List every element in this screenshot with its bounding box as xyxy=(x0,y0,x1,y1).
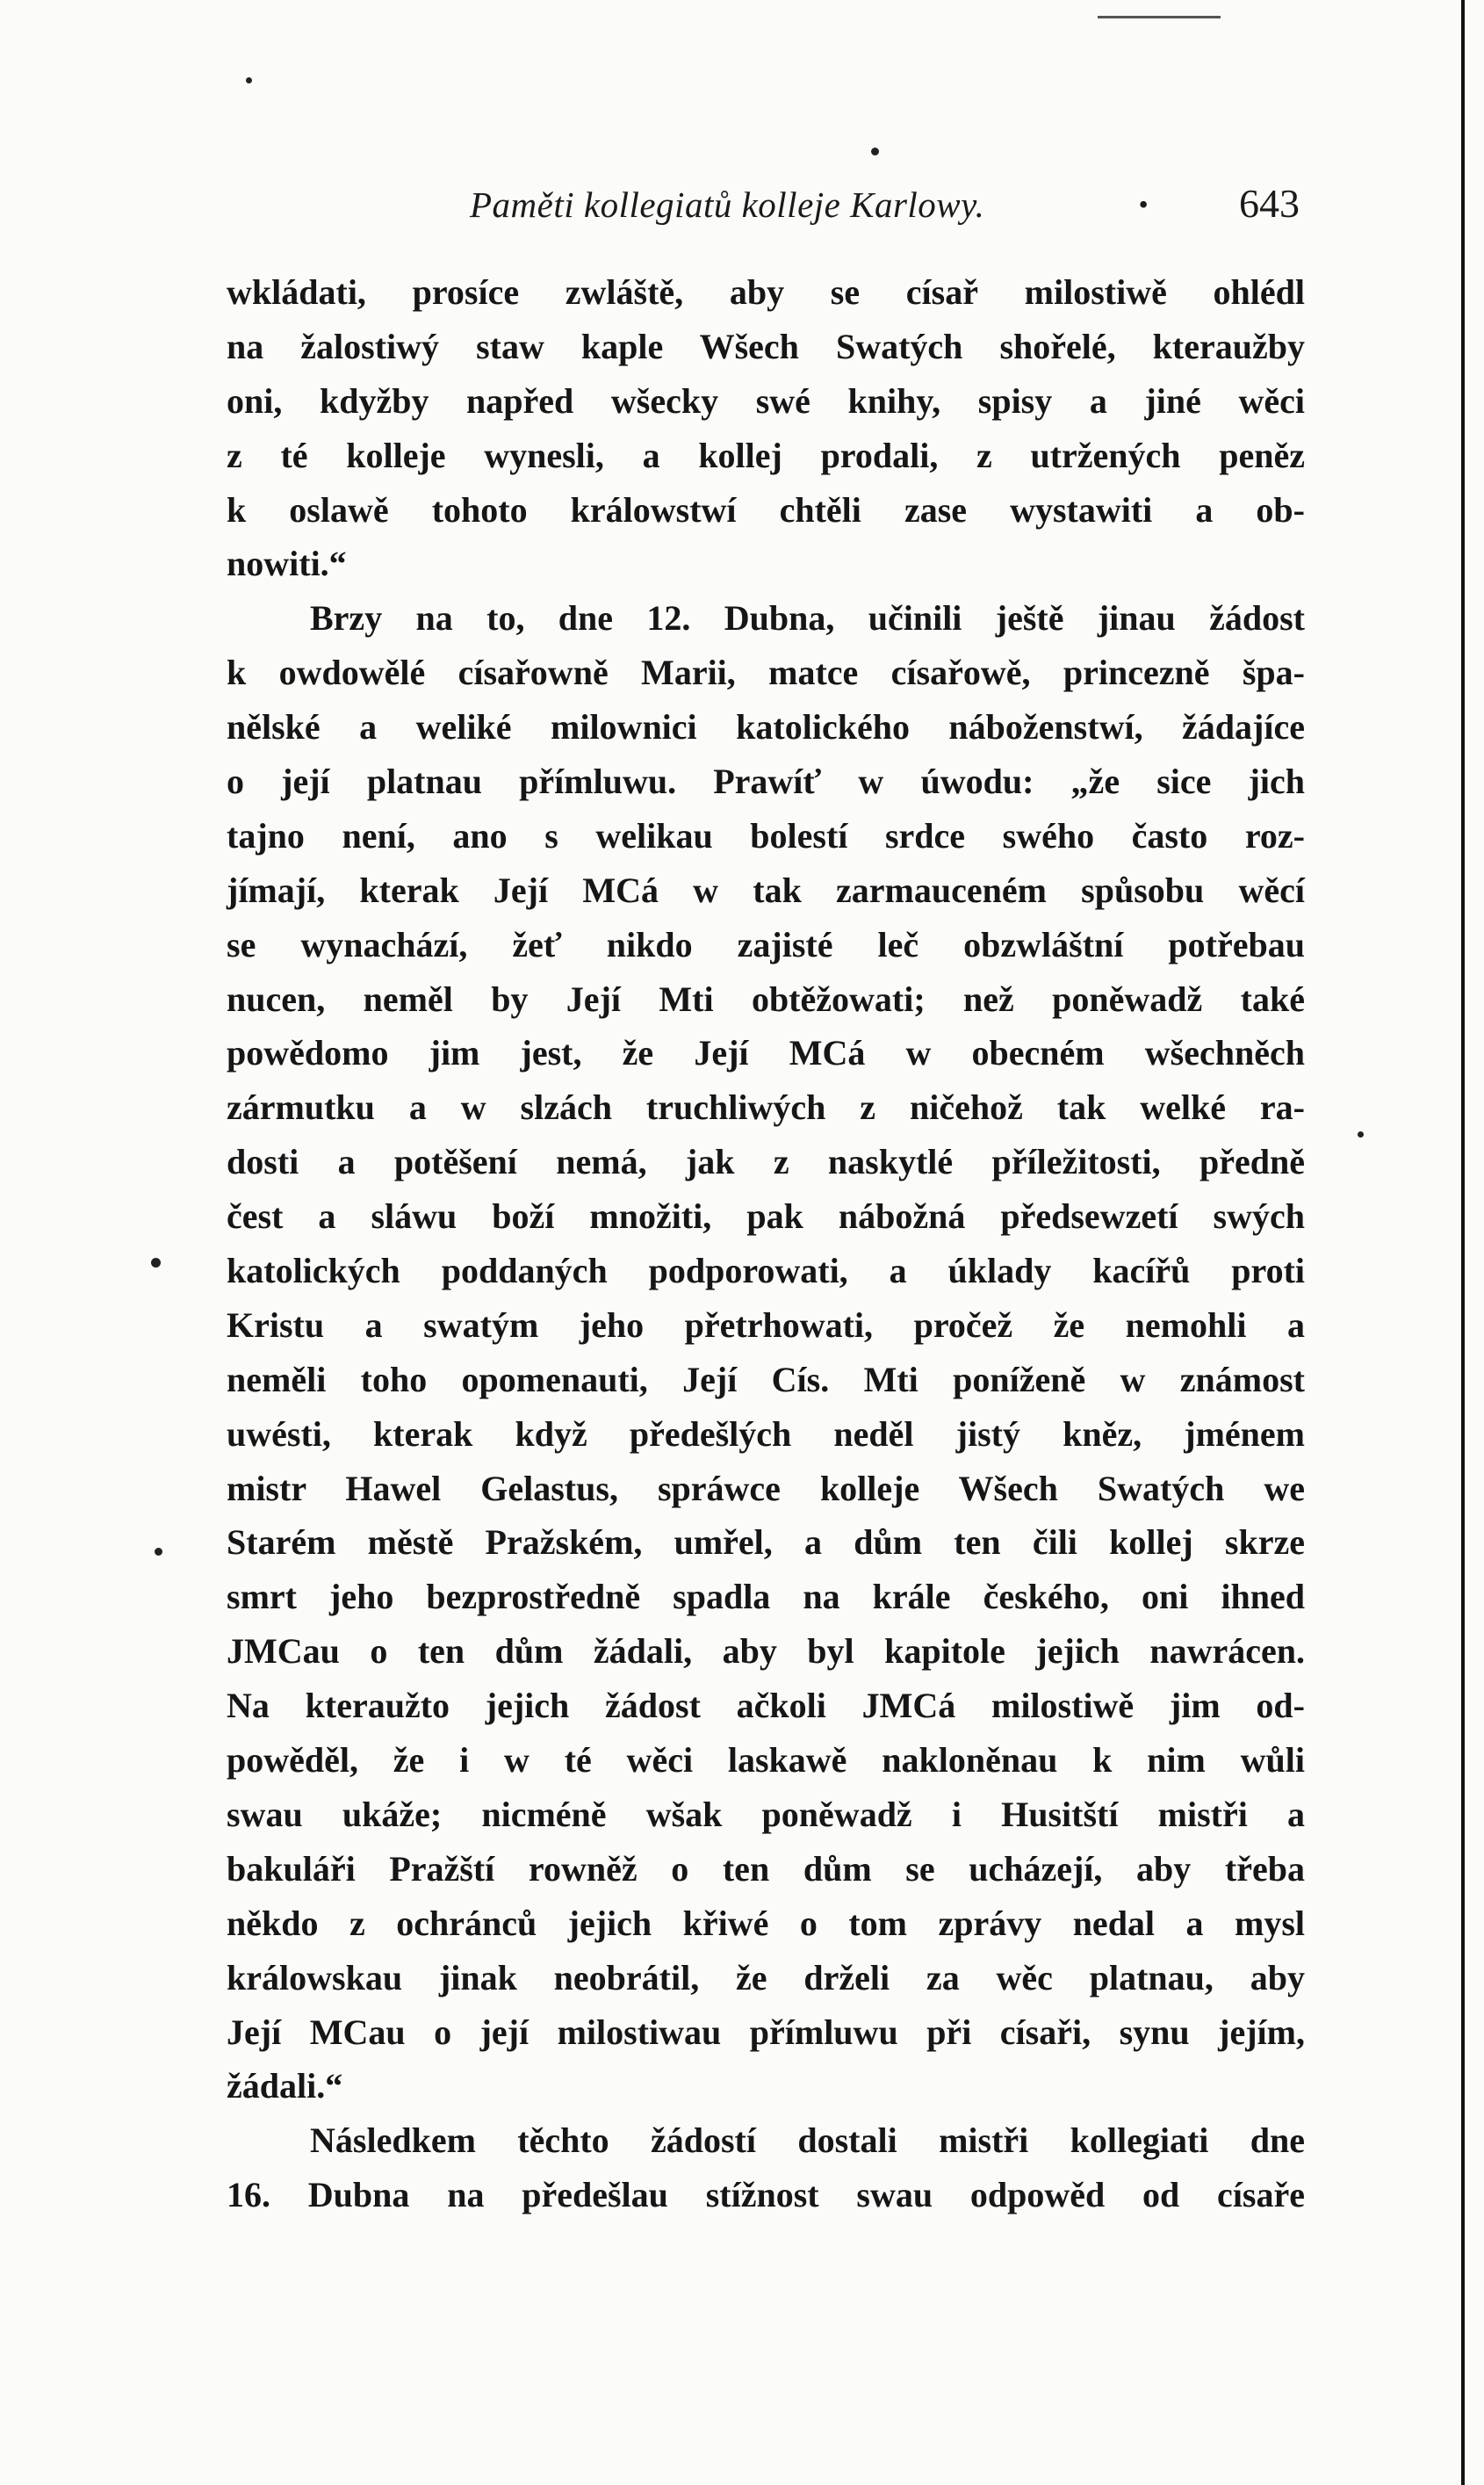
text-line: Kristu a swatým jeho přetrhowati, pročež že nemohli a xyxy=(227,1304,1305,1345)
text-line: katolických poddaných podporowati, a úklady kacířů proti xyxy=(227,1251,1305,1291)
page-edge-shadow xyxy=(1461,0,1465,2485)
speck xyxy=(246,77,252,83)
header-separator: · xyxy=(1137,184,1150,226)
page-edge-mark xyxy=(1098,16,1221,18)
text-line: zármutku a w slzách truchliwých z ničehož tak welké ra- xyxy=(227,1087,1305,1128)
speck xyxy=(155,1548,162,1556)
text-line: powěděl, že i w té wěci laskawě nakloněnau k nim wůli xyxy=(227,1740,1305,1781)
text-line: k owdowělé císařowně Marii, matce císařowě, princezně špa- xyxy=(227,653,1305,693)
text-line: na žalostiwý staw kaple Wšech Swatých shořelé, kteraužby xyxy=(227,326,1305,366)
text-line: JMCau o ten dům žádali, aby byl kapitole jejich nawrácen. xyxy=(227,1631,1305,1672)
speck xyxy=(151,1258,161,1268)
text-line: k oslawě tohoto králowstwí chtěli zase wystawiti a ob- xyxy=(227,489,1305,530)
text-line: dosti a potěšení nemá, jak z naskytlé příležitosti, předně xyxy=(227,1142,1305,1182)
text-line: Starém městě Pražském, umřel, a dům ten čili kollej skrze xyxy=(227,1522,1305,1563)
text-line: wkládati, prosíce zwláště, aby se císař milostiwě ohlédl xyxy=(227,272,1305,312)
text-line: o její platnau přímluwu. Prawíť w úwodu: „že sice jich xyxy=(227,762,1305,802)
text-line: čest a sláwu boží množiti, pak nábožná předsewzetí swých xyxy=(227,1196,1305,1237)
page-number: 643 xyxy=(1239,181,1300,226)
text-line: Její MCau o její milostiwau přímluwu při císaři, synu jejím, xyxy=(227,2012,1305,2052)
text-line: neměli toho opomenauti, Její Cís. Mti poníženě w známost xyxy=(227,1359,1305,1399)
text-line: Následkem těchto žádostí dostali mistři kollegiati dne xyxy=(310,2120,1305,2161)
speck xyxy=(871,148,879,155)
text-line: mistr Hawel Gelastus, spráwce kolleje Wšech Swatých we xyxy=(227,1468,1305,1508)
text-line: někdo z ochránců jejich křiwé o tom zprávy nedal a mysl xyxy=(227,1903,1305,1943)
text-line: žádali.“ xyxy=(227,2066,343,2106)
text-line: smrt jeho bezprostředně spadla na krále českého, oni ihned xyxy=(227,1577,1305,1617)
text-line: oni, kdyžby napřed wšecky swé knihy, spisy a jiné wěci xyxy=(227,380,1305,421)
text-line: tajno není, ano s welikau bolestí srdce swého často roz- xyxy=(227,815,1305,856)
text-line: jímají, kterak Její MCá w tak zarmauceném spůsobu wěcí xyxy=(227,870,1305,910)
text-line: uwésti, kterak když předešlých neděl jistý kněz, jménem xyxy=(227,1413,1305,1454)
text-line: powědomo jim jest, že Její MCá w obecném wšechněch xyxy=(227,1033,1305,1073)
speck xyxy=(1358,1131,1364,1138)
text-line: swau ukáže; nicméně wšak poněwadž i Husitští mistři a xyxy=(227,1794,1305,1834)
text-line: nowiti.“ xyxy=(227,544,347,584)
text-line: Brzy na to, dne 12. Dubna, učinili ještě jinau žádost xyxy=(310,598,1305,639)
running-title: Paměti kollegiatů kolleje Karlowy. xyxy=(470,184,985,225)
text-line: se wynachází, žeť nikdo zajisté leč obzwláštní potřebau xyxy=(227,924,1305,964)
text-line: nucen, neměl by Její Mti obtěžowati; než poněwadž také xyxy=(227,979,1305,1019)
text-line: bakuláři Pražští rowněž o ten dům se ucházejí, aby třeba xyxy=(227,1848,1305,1889)
text-line: Na kteraužto jejich žádost ačkoli JMCá milostiwě jim od- xyxy=(227,1686,1305,1726)
text-line: z té kolleje wynesli, a kollej prodali, z utržených peněz xyxy=(227,435,1305,475)
text-line: králowskau jinak neobrátil, že drželi za wěc platnau, aby xyxy=(227,1957,1305,1997)
text-line: nělské a weliké milownici katolického náboženstwí, žádajíce xyxy=(227,707,1305,748)
body-text xyxy=(227,265,1305,2222)
page-header xyxy=(224,180,1300,233)
text-line: 16. Dubna na předešlau stížnost swau odpowěd od císaře xyxy=(227,2175,1305,2215)
